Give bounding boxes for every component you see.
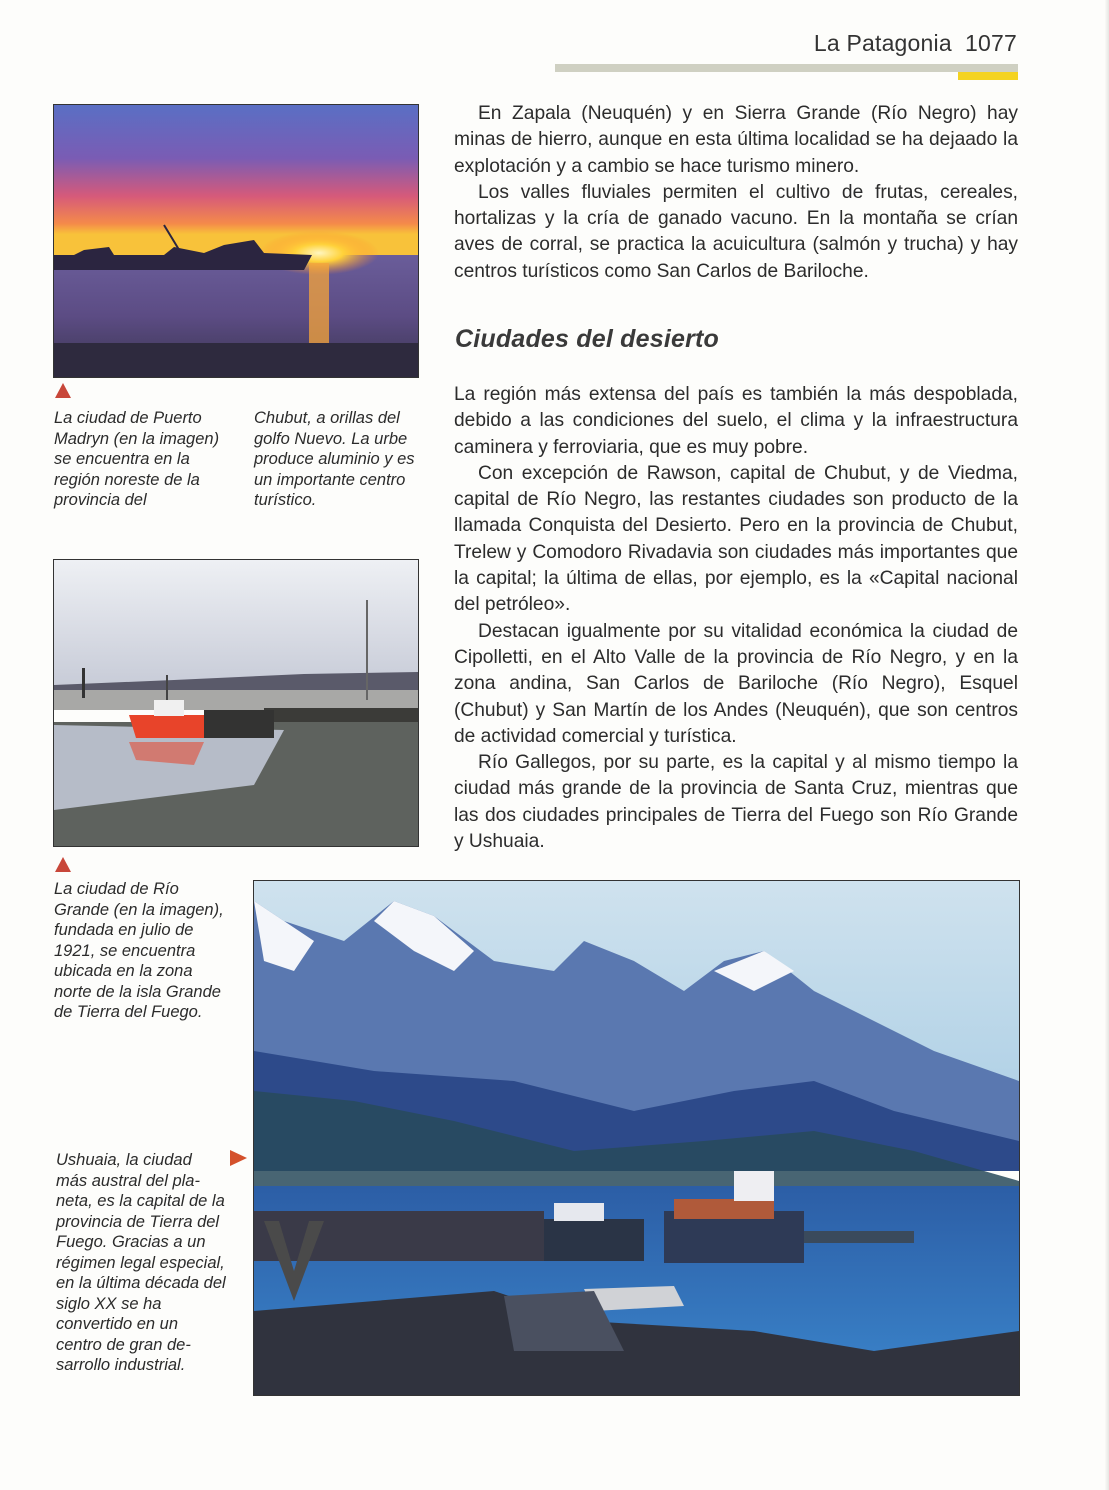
- scan-edge: [1105, 0, 1109, 1490]
- intro-text: [454, 101, 1018, 285]
- photo-puerto-madryn: [53, 104, 419, 378]
- photo-ushuaia: [253, 880, 1020, 1396]
- harbor-image: [54, 560, 418, 846]
- pointer-up-icon: [55, 383, 71, 398]
- caption-rio-grande: La ciudad de Río Grande (en la imagen), fundada en julio de 1921, se encuentra ubicada en la zona norte de la isla Grande de Tierra del Fuego.: [54, 880, 224, 1021]
- caption-puerto-madryn-col2: Chubut, a orillas del golfo Nuevo. La urbe produce aluminio y es un importante centro turístico.: [254, 409, 415, 509]
- caption-ushuaia: Ushuaia, la ciudad más austral del planeta, es la capital de la provincia de Tierra del Fuego. Gracias a un régimen legal especial, en la última década del siglo XX se ha convertido en un centro de gran desarrollo industrial.: [56, 1151, 226, 1374]
- pointer-right-icon: [230, 1150, 247, 1166]
- paragraph: La región más extensa del país es también la más despoblada, debido a las condiciones del suelo, el clima y la infraestructura caminera y ferroviaria, que es muy pobre.: [454, 384, 1018, 458]
- caption-puerto-madryn-col1: La ciudad de Puerto Madryn (en la imagen) se encuentra en la región noreste de la provincia del: [54, 409, 220, 509]
- ushuaia-image: [254, 881, 1019, 1395]
- running-header: [814, 30, 1017, 57]
- section-heading: Ciudades del desierto: [455, 325, 719, 353]
- pointer-up-icon: [55, 857, 71, 872]
- paragraph: Los valles fluviales permiten el cultivo de frutas, cereales, hortalizas y la cría de ganado vacuno. En la montaña se crían aves de corral, se practica la acuicultura (salmón y trucha) y hay centros turísticos como San Carlos de Bariloche.: [454, 181, 1018, 282]
- photo-rio-grande: [53, 559, 419, 847]
- header-accent-bar: [958, 72, 1018, 80]
- sunset-image: [54, 105, 418, 377]
- paragraph: En Zapala (Neuquén) y en Sierra Grande (Río Negro) hay minas de hierro, aunque en esta última localidad se ha dejaado la explotación y a cambio se hace turismo minero.: [454, 103, 1018, 177]
- paragraph: Río Gallegos, por su parte, es la capital y al mismo tiempo la ciudad más grande de la provincia de Santa Cruz, mientras que las dos ciudades principales de Tierra del Fuego son Río Grande y Ushuaia.: [454, 752, 1018, 853]
- header-rule: [555, 64, 1018, 72]
- paragraph: Con excepción de Rawson, capital de Chubut, y de Viedma, capital de Río Negro, las restantes ciudades son producto de la llamada Conquista del Desierto. Pero en la provincia de Chubut, Trelew y Comodoro Rivadavia son ciudades más importantes que la capital; la última de ellas, por ejemplo, es la «Capital nacional del petróleo».: [454, 462, 1018, 616]
- section-text: [454, 382, 1018, 855]
- page-number: 1077: [965, 30, 1017, 56]
- paragraph: Destacan igualmente por su vitalidad económica la ciudad de Cipolletti, en el Alto Valle de la provincia de Río Negro, y en la zona andina, San Carlos de Bariloche (Río Negro), Esquel (Chubut) y San Martín de los Andes (Neuquén), que son centros de actividad comercial y turística.: [454, 620, 1018, 747]
- chapter-title: La Patagonia: [813, 30, 952, 56]
